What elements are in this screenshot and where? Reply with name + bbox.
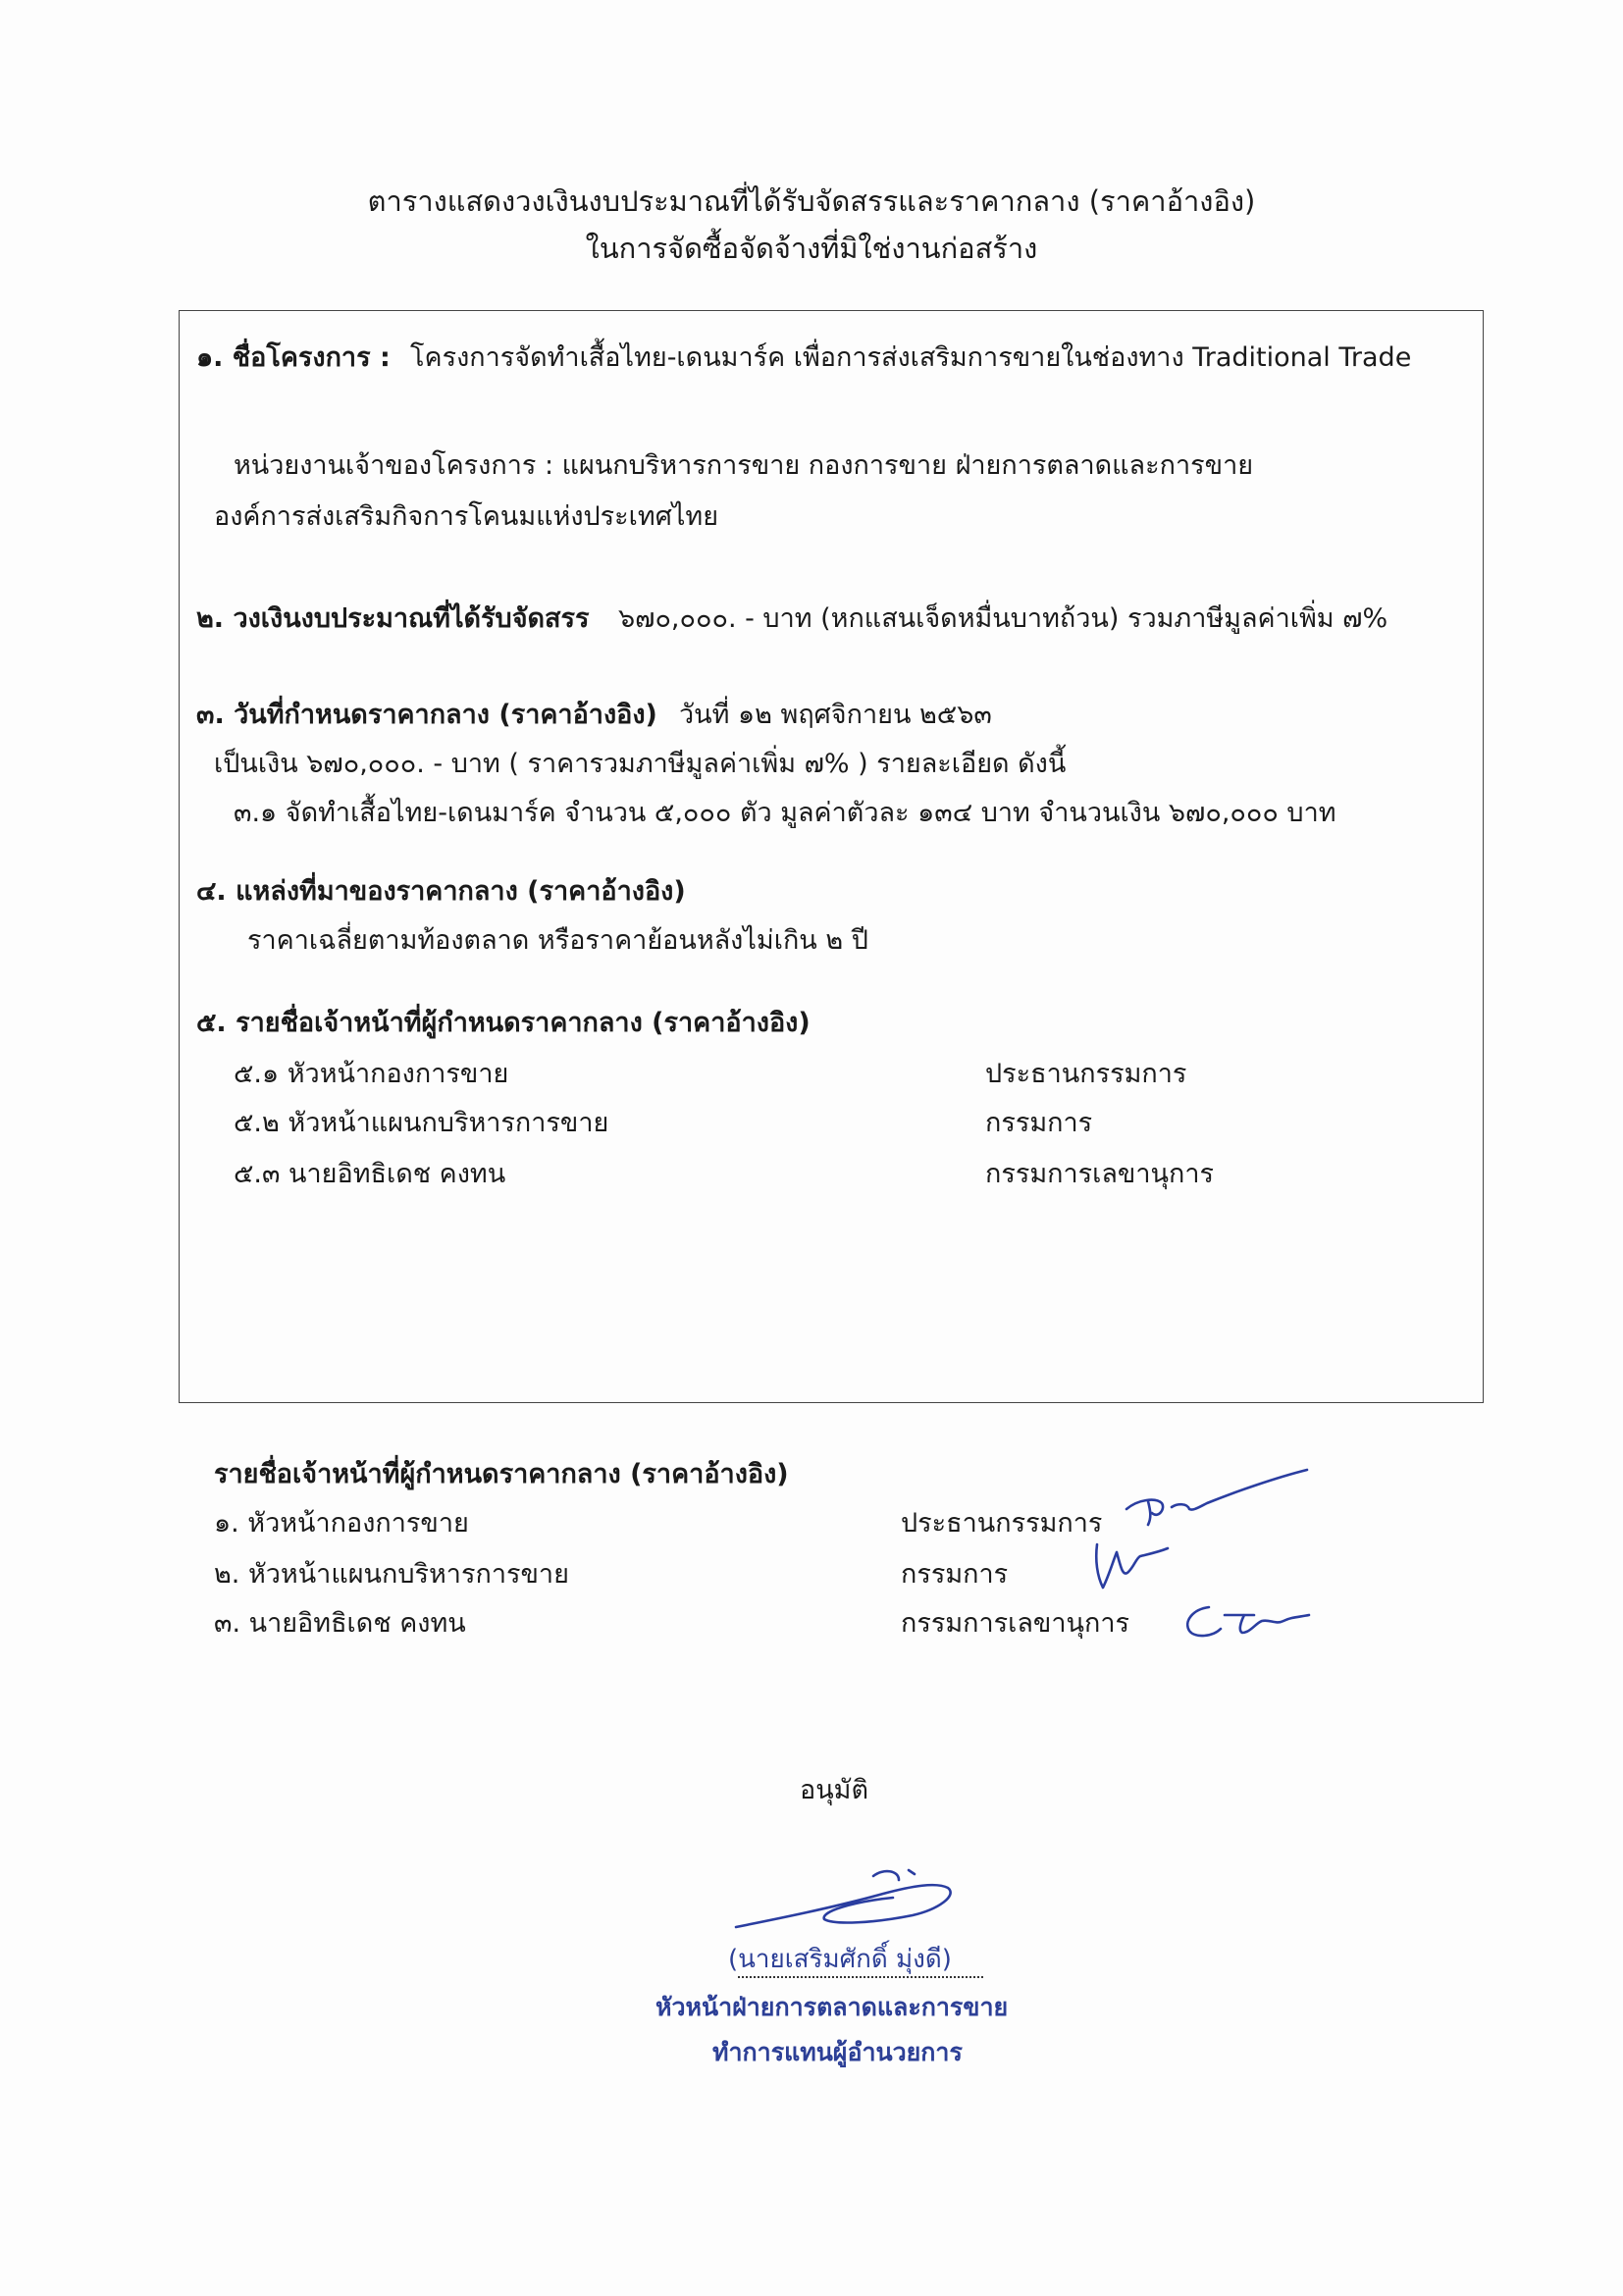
committee-role-1: ประธานกรรมการ: [985, 1059, 1187, 1089]
item-detail-line: ๓.๑ จัดทำเสื้อไทย-เดนมาร์ค จำนวน ๕,๐๐๐ ตัว มูลค่าตัวละ ๑๓๔ บาท จำนวนเงิน ๖๗๐,๐๐๐ บาท: [234, 798, 1336, 828]
approver-title: หัวหน้าฝ่ายการตลาดและการขาย: [655, 1993, 1009, 2021]
signer-role-1: ประธานกรรมการ: [901, 1508, 1103, 1539]
section1-label: ๑. ชื่อโครงการ :: [196, 342, 391, 373]
section2-label: ๒. วงเงินงบประมาณที่ได้รับจัดสรร: [196, 603, 590, 634]
signer-name-3: ๓. นายอิทธิเดช คงทน: [214, 1608, 466, 1639]
signature-approver: [726, 1864, 971, 1943]
signer-name-2: ๒. หัวหน้าแผนกบริหารการขาย: [214, 1559, 569, 1590]
signers-heading: รายชื่อเจ้าหน้าที่ผู้กำหนดราคากลาง (ราคาอ้างอิง): [214, 1459, 789, 1489]
signer-role-2: กรรมการ: [901, 1559, 1009, 1590]
reference-date: วันที่ ๑๒ พฤศจิกายน ๒๕๖๓: [679, 700, 992, 730]
section3-label: ๓. วันที่กำหนดราคากลาง (ราคาอ้างอิง): [196, 700, 657, 730]
committee-role-2: กรรมการ: [985, 1108, 1093, 1138]
document-title-line1: ตารางแสดงวงเงินงบประมาณที่ได้รับจัดสรรและราคากลาง (ราคาอ้างอิง): [367, 184, 1256, 218]
budget-amount: ๖๗๐,๐๐๐. - บาท (หกแสนเจ็ดหมื่นบาทถ้วน) รวมภาษีมูลค่าเพิ่ม ๗%: [618, 603, 1388, 634]
approver-name: (นายเสริมศักดิ์ มุ่งดี): [728, 1945, 952, 1974]
committee-name-2: ๕.๒ หัวหน้าแผนกบริหารการขาย: [234, 1108, 609, 1138]
signature-secretary: [1179, 1599, 1317, 1648]
signer-role-3: กรรมการเลขานุการ: [901, 1608, 1130, 1639]
signature-chairman: [1119, 1464, 1315, 1533]
project-name: โครงการจัดทำเสื้อไทย-เดนมาร์ค เพื่อการส่งเสริมการขายในช่องทาง Traditional Trade: [410, 342, 1412, 373]
reference-amount: เป็นเงิน ๖๗๐,๐๐๐. - บาท ( ราคารวมภาษีมูลค่าเพิ่ม ๗% ) รายละเอียด ดังนี้: [214, 749, 1067, 779]
agency-line2: องค์การส่งเสริมกิจการโคนมแห่งประเทศไทย: [214, 501, 719, 532]
approval-label: อนุมัติ: [800, 1775, 869, 1805]
price-source: ราคาเฉลี่ยตามท้องตลาด หรือราคาย้อนหลังไม่เกิน ๒ ปี: [247, 925, 868, 956]
document-title-line2: ในการจัดซื้อจัดจ้างที่มิใช่งานก่อสร้าง: [585, 232, 1038, 265]
section5-label: ๕. รายชื่อเจ้าหน้าที่ผู้กำหนดราคากลาง (ราคาอ้างอิง): [196, 1008, 811, 1038]
committee-role-3: กรรมการเลขานุการ: [985, 1159, 1215, 1189]
signature-member: [1083, 1537, 1191, 1595]
signer-name-1: ๑. หัวหน้ากองการขาย: [214, 1508, 469, 1539]
committee-name-1: ๕.๑ หัวหน้ากองการขาย: [234, 1059, 509, 1089]
approver-acting: ทำการแทนผู้อำนวยการ: [712, 2038, 963, 2066]
committee-name-3: ๕.๓ นายอิทธิเดช คงทน: [234, 1159, 506, 1189]
agency-line1: หน่วยงานเจ้าของโครงการ : แผนกบริหารการขาย กองการขาย ฝ่ายการตลาดและการขาย: [234, 450, 1254, 481]
section4-label: ๔. แหล่งที่มาของราคากลาง (ราคาอ้างอิง): [196, 876, 686, 907]
signature-dotted-line: [738, 1976, 983, 1978]
